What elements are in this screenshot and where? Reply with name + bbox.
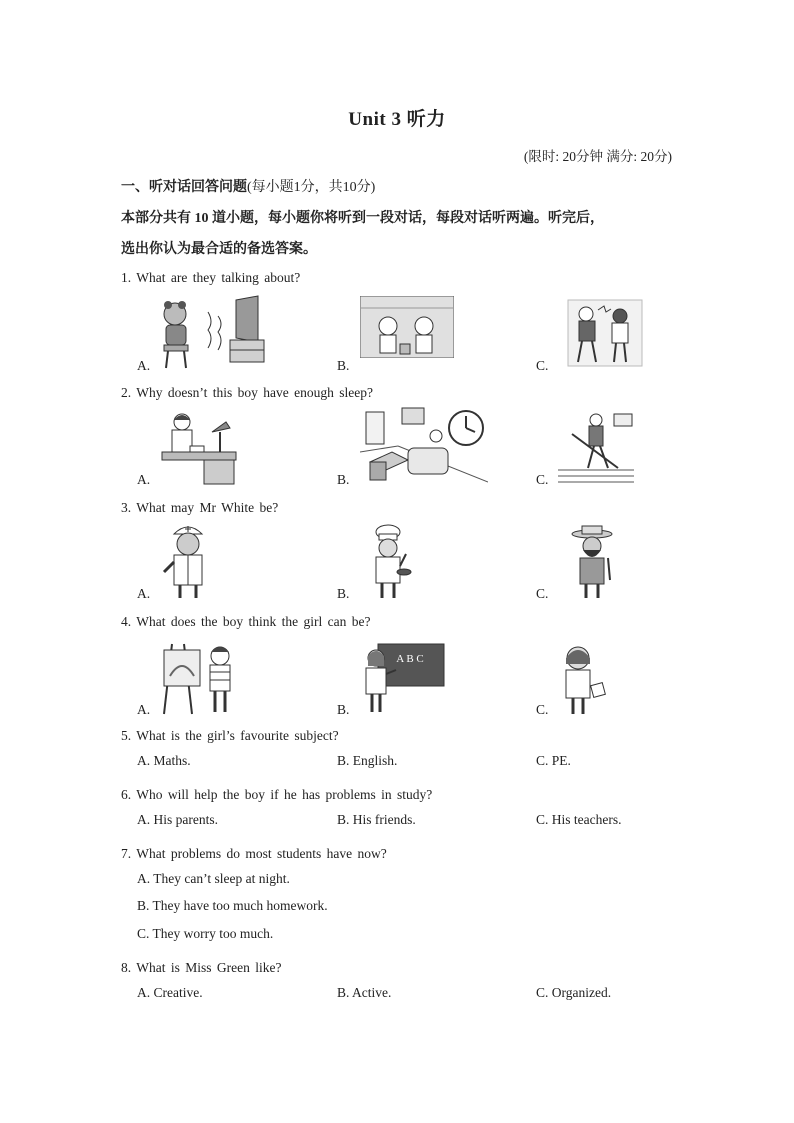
- q7-option-a[interactable]: A. They can’t sleep at night.: [137, 871, 290, 886]
- q6-option-c[interactable]: C. His teachers.: [536, 812, 622, 827]
- q7-option-c[interactable]: C. They worry too much.: [137, 926, 274, 941]
- question-2: 2. Why doesn’t this boy have enough sleep?: [121, 385, 373, 400]
- q4-picture-c: [560, 642, 610, 716]
- q3-picture-b: [364, 524, 414, 600]
- page-title: Unit 3 听力: [348, 109, 446, 130]
- q4-board-text: A B C: [396, 653, 424, 665]
- q3-option-a[interactable]: A.: [137, 586, 151, 601]
- question-3: 3. What may Mr White be?: [121, 500, 279, 515]
- q2-picture-b: [360, 406, 488, 486]
- q3-option-b[interactable]: B.: [337, 586, 350, 601]
- q5-option-c[interactable]: C. PE.: [536, 753, 571, 768]
- question-7: 7. What problems do most students have now?: [121, 846, 387, 861]
- section-points: (每小题1分，共10分): [247, 180, 376, 195]
- q1-option-c[interactable]: C.: [536, 358, 549, 373]
- q5-option-b[interactable]: B. English.: [337, 753, 398, 768]
- question-5: 5. What is the girl’s favourite subject?: [121, 728, 339, 743]
- q6-option-a[interactable]: A. His parents.: [137, 812, 218, 827]
- q1-picture-c: [566, 296, 646, 370]
- q1-option-b[interactable]: B.: [337, 358, 350, 373]
- instruction-line-2: 选出你认为最合适的备选答案。: [121, 242, 317, 257]
- time-limit: (限时: 20分钟 满分: 20分): [523, 149, 672, 164]
- q2-picture-a: [160, 410, 238, 486]
- q1-picture-a: [158, 294, 268, 372]
- question-1: 1. What are they talking about?: [121, 270, 301, 285]
- q2-option-a[interactable]: A.: [137, 472, 151, 487]
- section-heading: [121, 176, 375, 196]
- q2-option-b[interactable]: B.: [337, 472, 350, 487]
- q4-option-a[interactable]: A.: [137, 702, 151, 717]
- question-8: 8. What is Miss Green like?: [121, 960, 282, 975]
- q1-option-a[interactable]: A.: [137, 358, 151, 373]
- q3-option-c[interactable]: C.: [536, 586, 549, 601]
- q7-option-b[interactable]: B. They have too much homework.: [137, 898, 328, 913]
- q4-option-b[interactable]: B.: [337, 702, 350, 717]
- q2-option-c[interactable]: C.: [536, 472, 549, 487]
- question-6: 6. Who will help the boy if he has problems in study?: [121, 787, 433, 802]
- question-4: 4. What does the boy think the girl can be?: [121, 614, 371, 629]
- q3-picture-c: [568, 524, 618, 600]
- q4-option-c[interactable]: C.: [536, 702, 549, 717]
- q6-option-b[interactable]: B. His friends.: [337, 812, 416, 827]
- q8-option-b[interactable]: B. Active.: [337, 985, 392, 1000]
- q4-picture-a: [160, 640, 238, 716]
- q8-option-c[interactable]: C. Organized.: [536, 985, 612, 1000]
- q2-picture-c: [558, 410, 634, 486]
- q8-option-a[interactable]: A. Creative.: [137, 985, 203, 1000]
- instruction-line-1: 本部分共有 10 道小题，每小题你将听到一段对话，每段对话听两遍。听完后，: [121, 211, 604, 226]
- section-title: 一、听对话回答问题: [121, 180, 247, 195]
- q3-picture-a: [160, 522, 216, 600]
- q5-option-a[interactable]: A. Maths.: [137, 753, 191, 768]
- q1-picture-b: [360, 296, 454, 358]
- q4-picture-b: [362, 642, 446, 714]
